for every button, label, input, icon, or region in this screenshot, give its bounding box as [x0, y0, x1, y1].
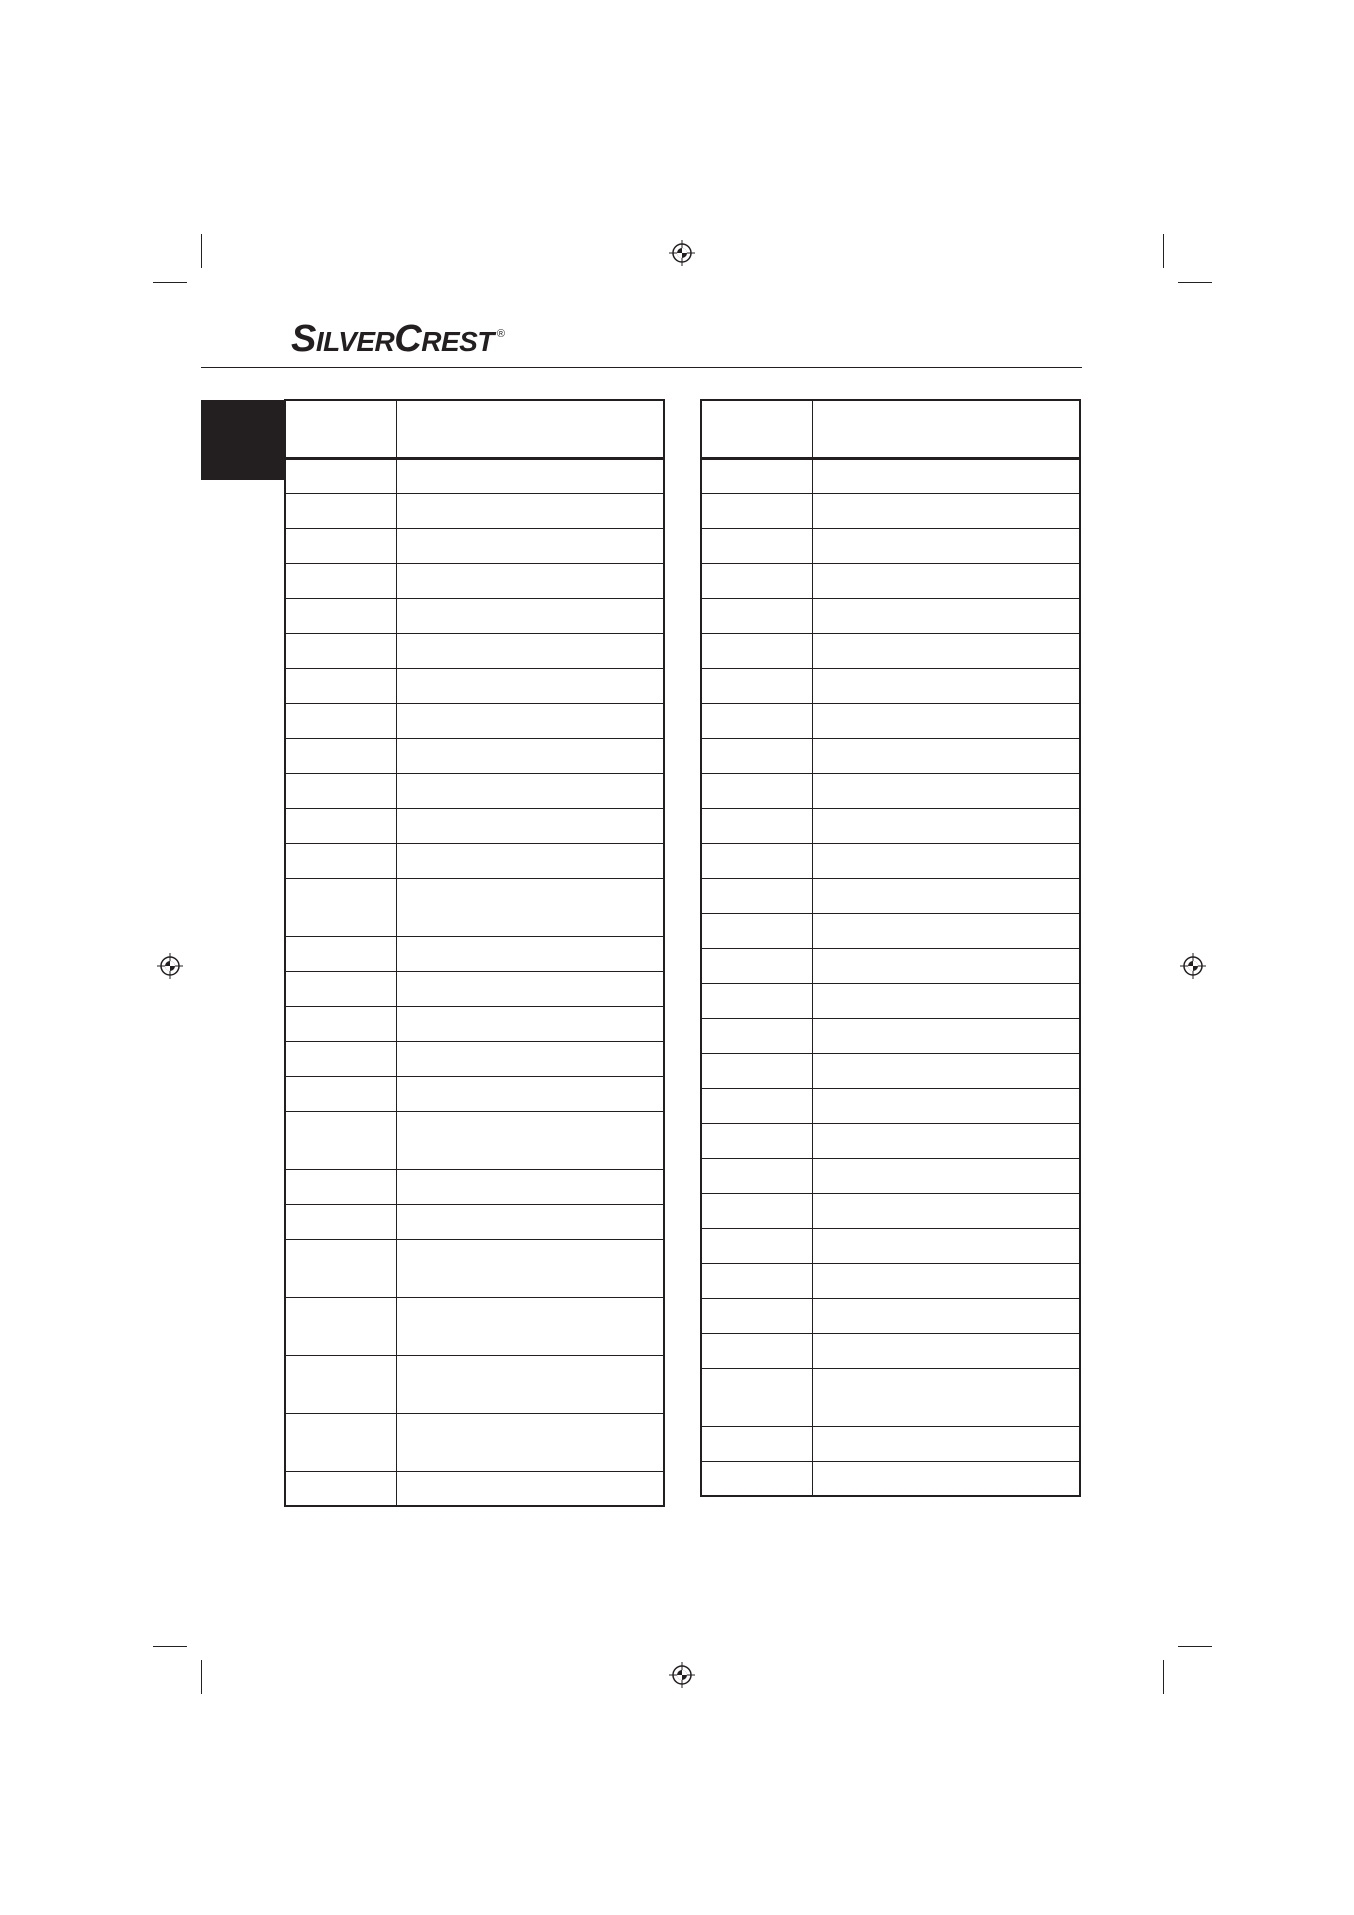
crop-mark-bottom-right-horizontal	[1178, 1646, 1212, 1647]
crop-mark-top-right-horizontal	[1178, 282, 1212, 283]
crop-mark-bottom-left-vertical	[201, 1660, 202, 1694]
table-cell-key	[285, 878, 396, 936]
table-cell-key	[285, 1355, 396, 1413]
right-table	[700, 399, 1081, 1497]
table-cell-key	[701, 1193, 812, 1228]
table-cell-key	[285, 843, 396, 878]
crop-mark-top-left-horizontal	[153, 282, 187, 283]
table-row	[701, 1333, 1080, 1368]
table-cell-value	[812, 738, 1080, 773]
table-row	[701, 1053, 1080, 1088]
table-row	[701, 493, 1080, 528]
table-cell-value	[396, 971, 664, 1006]
table-cell-key	[285, 400, 396, 458]
table-cell-value	[396, 1239, 664, 1297]
table-cell-value	[812, 668, 1080, 703]
table-cell-key	[701, 913, 812, 948]
table-cell-value	[812, 528, 1080, 563]
registration-crosshair-icon	[1180, 953, 1206, 979]
table-cell-value	[812, 1298, 1080, 1333]
table-cell-key	[285, 1111, 396, 1169]
table-cell-key	[285, 493, 396, 528]
table-cell-value	[812, 493, 1080, 528]
table-row	[285, 1239, 664, 1297]
table-row	[285, 703, 664, 738]
table-cell-key	[701, 1333, 812, 1368]
table-row	[701, 1123, 1080, 1158]
table-cell-value	[812, 1228, 1080, 1263]
table-row	[701, 1193, 1080, 1228]
table-cell-key	[285, 936, 396, 971]
table-cell-value	[812, 1333, 1080, 1368]
table-cell-value	[396, 598, 664, 633]
table-cell-key	[701, 703, 812, 738]
table-cell-key	[285, 1297, 396, 1355]
table-cell-value	[396, 1111, 664, 1169]
table-row	[701, 703, 1080, 738]
left-table	[284, 399, 665, 1507]
table-cell-key	[285, 668, 396, 703]
table-cell-value	[812, 563, 1080, 598]
table-cell-key	[285, 633, 396, 668]
table-cell-key	[285, 808, 396, 843]
table-row	[701, 668, 1080, 703]
table-cell-value	[396, 563, 664, 598]
table-cell-value	[396, 878, 664, 936]
table-cell-value	[396, 1006, 664, 1041]
table-cell-key	[701, 1158, 812, 1193]
table-cell-key	[701, 773, 812, 808]
table-row	[285, 1355, 664, 1413]
table-row	[285, 1041, 664, 1076]
table-cell-value	[812, 1461, 1080, 1496]
table-row	[285, 738, 664, 773]
table-cell-key	[701, 1228, 812, 1263]
table-row	[701, 843, 1080, 878]
table-cell-value	[812, 1088, 1080, 1123]
table-row	[701, 458, 1080, 493]
table-row	[285, 808, 664, 843]
table-cell-value	[396, 1204, 664, 1239]
table-cell-value	[812, 983, 1080, 1018]
table-cell-key	[701, 1461, 812, 1496]
table-cell-value	[396, 1413, 664, 1471]
table-cell-key	[701, 1368, 812, 1426]
table-row	[701, 1461, 1080, 1496]
table-row	[285, 1076, 664, 1111]
table-row	[285, 1297, 664, 1355]
table-cell-key	[701, 1123, 812, 1158]
table-row	[285, 773, 664, 808]
table-cell-value	[812, 1053, 1080, 1088]
table-cell-key	[701, 528, 812, 563]
table-cell-value	[812, 1426, 1080, 1461]
table-cell-value	[396, 633, 664, 668]
logo-letter-s: S	[291, 318, 316, 360]
table-row	[701, 1263, 1080, 1298]
table-cell-key	[701, 598, 812, 633]
table-cell-value	[396, 808, 664, 843]
table-cell-key	[285, 598, 396, 633]
table-cell-key	[701, 668, 812, 703]
table-row	[285, 1471, 664, 1506]
table-cell-value	[812, 948, 1080, 983]
table-row	[285, 1204, 664, 1239]
table-cell-key	[285, 971, 396, 1006]
table-cell-value	[812, 843, 1080, 878]
table-row	[701, 738, 1080, 773]
table-cell-value	[812, 1368, 1080, 1426]
table-cell-value	[396, 738, 664, 773]
table-row	[285, 493, 664, 528]
table-row	[285, 400, 664, 458]
table-cell-key	[701, 633, 812, 668]
table-cell-key	[701, 1263, 812, 1298]
table-row	[285, 971, 664, 1006]
table-cell-value	[396, 1076, 664, 1111]
table-cell-key	[701, 948, 812, 983]
table-row	[701, 913, 1080, 948]
table-row	[701, 1368, 1080, 1426]
table-cell-key	[285, 1006, 396, 1041]
table-cell-value	[396, 1471, 664, 1506]
table-cell-value	[812, 878, 1080, 913]
brand-logo	[291, 318, 505, 358]
table-cell-value	[396, 668, 664, 703]
registration-crosshair-icon	[157, 953, 183, 979]
table-cell-key	[285, 563, 396, 598]
table-cell-key	[701, 808, 812, 843]
registration-crosshair-icon	[669, 1662, 695, 1688]
table-cell-key	[285, 1041, 396, 1076]
table-row	[701, 1158, 1080, 1193]
table-row	[701, 633, 1080, 668]
table-row	[285, 1006, 664, 1041]
table-row	[701, 1018, 1080, 1053]
table-cell-value	[812, 633, 1080, 668]
table-cell-key	[701, 1426, 812, 1461]
table-cell-value	[812, 1018, 1080, 1053]
registration-crosshair-icon	[669, 240, 695, 266]
table-cell-value	[396, 1041, 664, 1076]
logo-letter-c: C	[394, 318, 422, 360]
language-tab-marker	[201, 400, 285, 480]
table-cell-key	[285, 528, 396, 563]
table-cell-value	[812, 1193, 1080, 1228]
table-cell-key	[285, 1239, 396, 1297]
header-rule	[201, 367, 1082, 368]
table-row	[701, 1228, 1080, 1263]
table-cell-value	[812, 1158, 1080, 1193]
table-cell-key	[285, 1413, 396, 1471]
table-row	[285, 668, 664, 703]
table-cell-value	[396, 703, 664, 738]
logo-text-ilver: ILVER	[315, 326, 395, 357]
table-cell-key	[701, 878, 812, 913]
table-row	[701, 1426, 1080, 1461]
table-row	[285, 936, 664, 971]
table-cell-key	[285, 458, 396, 493]
table-cell-key	[701, 1053, 812, 1088]
table-row	[285, 633, 664, 668]
table-cell-value	[396, 458, 664, 493]
table-cell-key	[701, 1298, 812, 1333]
table-row	[285, 1169, 664, 1204]
table-row	[285, 1111, 664, 1169]
table-cell-value	[396, 528, 664, 563]
table-row	[701, 878, 1080, 913]
table-row	[285, 878, 664, 936]
table-cell-value	[396, 493, 664, 528]
table-cell-value	[396, 1169, 664, 1204]
table-cell-value	[396, 936, 664, 971]
table-row	[701, 948, 1080, 983]
table-cell-value	[396, 1297, 664, 1355]
table-cell-key	[285, 1471, 396, 1506]
table-row	[285, 1413, 664, 1471]
table-row	[701, 1088, 1080, 1123]
table-cell-key	[285, 703, 396, 738]
table-row	[285, 598, 664, 633]
table-row	[285, 843, 664, 878]
table-cell-value	[812, 400, 1080, 458]
table-cell-key	[701, 400, 812, 458]
table-row	[285, 458, 664, 493]
crop-mark-bottom-left-horizontal	[153, 1646, 187, 1647]
table-cell-value	[812, 808, 1080, 843]
table-cell-key	[701, 493, 812, 528]
table-cell-value	[812, 703, 1080, 738]
table-row	[701, 528, 1080, 563]
table-cell-key	[285, 773, 396, 808]
table-cell-value	[396, 843, 664, 878]
table-row	[285, 563, 664, 598]
table-cell-value	[812, 598, 1080, 633]
table-cell-key	[701, 983, 812, 1018]
table-cell-key	[701, 563, 812, 598]
table-cell-key	[285, 1169, 396, 1204]
table-cell-key	[285, 1076, 396, 1111]
table-cell-value	[812, 458, 1080, 493]
table-row	[701, 773, 1080, 808]
table-row	[701, 598, 1080, 633]
crop-mark-top-left-vertical	[201, 234, 202, 268]
table-cell-value	[396, 1355, 664, 1413]
registered-mark: ®	[496, 328, 505, 340]
table-cell-value	[396, 773, 664, 808]
table-cell-value	[812, 773, 1080, 808]
crop-mark-top-right-vertical	[1163, 234, 1164, 268]
table-cell-key	[285, 738, 396, 773]
table-cell-value	[812, 913, 1080, 948]
table-cell-key	[285, 1204, 396, 1239]
table-cell-value	[812, 1123, 1080, 1158]
table-row	[285, 528, 664, 563]
crop-mark-bottom-right-vertical	[1163, 1660, 1164, 1694]
table-row	[701, 400, 1080, 458]
logo-text-rest: REST	[421, 326, 494, 357]
table-cell-key	[701, 1088, 812, 1123]
table-row	[701, 983, 1080, 1018]
table-row	[701, 563, 1080, 598]
table-cell-key	[701, 458, 812, 493]
table-cell-key	[701, 843, 812, 878]
table-cell-value	[396, 400, 664, 458]
table-row	[701, 1298, 1080, 1333]
table-cell-value	[812, 1263, 1080, 1298]
table-row	[701, 808, 1080, 843]
table-cell-key	[701, 1018, 812, 1053]
table-cell-key	[701, 738, 812, 773]
